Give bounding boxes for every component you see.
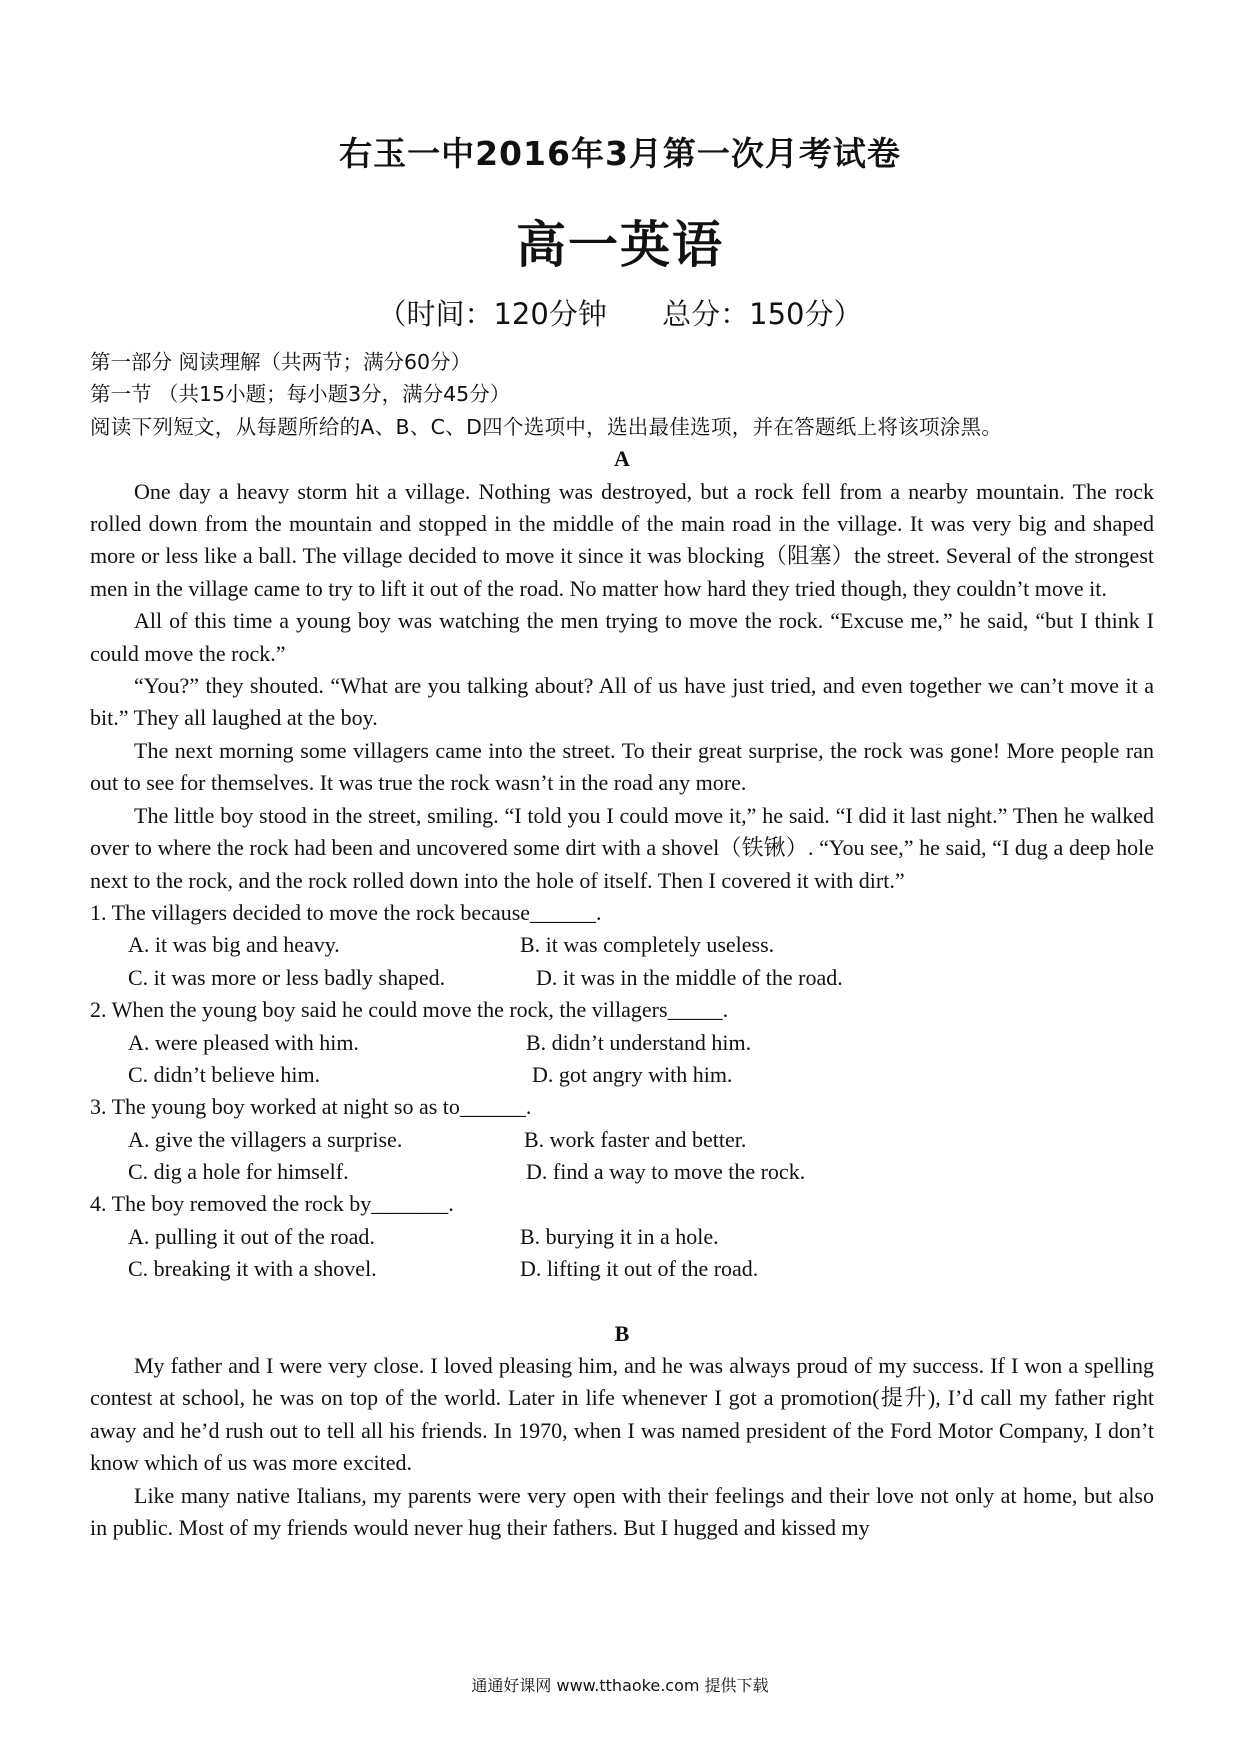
- section-heading: 第一节 （共15小题；每小题3分，满分45分）: [90, 382, 511, 407]
- passage-a-paragraph: One day a heavy storm hit a village. Nothing was destroyed, but a rock fell from a nearby mountain. The rock rolled down from the mountain and stopped in the middle of the main road in the village. It was very big and shaped more or less like a ball. The village decided to move it since it was blocking（阻塞）the street. Several of the strongest men in the village came to try to lift it out of the road. No matter how hard they tried though, they couldn’t move it.: [90, 478, 1154, 601]
- option-row: [90, 1059, 1154, 1091]
- option-d[interactable]: D. it was in the middle of the road.: [536, 964, 843, 990]
- option-c[interactable]: C. it was more or less badly shaped.: [128, 964, 446, 990]
- question-3: [90, 1091, 1154, 1188]
- passage-a-paragraph: All of this time a young boy was watching the men trying to move the rock. “Excuse me,” he said, “but I think I could move the rock.”: [90, 608, 1154, 666]
- question-stem: 4. The boy removed the rock by_______.: [90, 1191, 454, 1217]
- exam-content: [90, 346, 1154, 1545]
- part-heading: 第一部分 阅读理解（共两节；满分60分）: [90, 350, 472, 374]
- option-c[interactable]: C. dig a hole for himself.: [128, 1159, 349, 1185]
- option-b[interactable]: B. it was completely useless.: [520, 932, 775, 958]
- option-row: [90, 1221, 1154, 1253]
- option-a[interactable]: A. were pleased with him.: [128, 1029, 359, 1055]
- option-row: [90, 1253, 1154, 1285]
- passage-a-paragraph: “You?” they shouted. “What are you talking about? All of us have just tried, and even together we can’t move it a bit.” They all laughed at the boy.: [90, 673, 1154, 731]
- option-b[interactable]: B. didn’t understand him.: [526, 1029, 752, 1055]
- passage-a-paragraph: The little boy stood in the street, smiling. “I told you I could move it,” he said. “I did it last night.” Then he walked over to where the rock had been and uncovered some dirt with a shovel（铁锹）. “You see,” he said, “I dug a deep hole next to the rock, and the rock rolled down into the hole of itself. Then I covered it with dirt.”: [90, 802, 1154, 893]
- option-c[interactable]: C. didn’t believe him.: [128, 1061, 321, 1087]
- option-row: [90, 962, 1154, 994]
- option-c[interactable]: C. breaking it with a shovel.: [128, 1256, 377, 1282]
- footer-source: 通通好课网 www.tthaoke.com 提供下载: [471, 1676, 769, 1695]
- passage-a-label: A: [614, 446, 630, 472]
- option-a[interactable]: A. it was big and heavy.: [128, 932, 340, 958]
- question-stem: 2. When the young boy said he could move the rock, the villagers_____.: [90, 997, 729, 1023]
- option-b[interactable]: B. burying it in a hole.: [520, 1223, 719, 1249]
- passage-b-paragraph: Like many native Italians, my parents were very open with their feelings and their love not only at home, but also in public. Most of my friends would never hug their fathers. But I hugged and kissed my: [90, 1482, 1154, 1541]
- option-a[interactable]: A. pulling it out of the road.: [128, 1223, 375, 1249]
- passage-b-paragraph: My father and I were very close. I loved pleasing him, and he was always proud of my success. If I won a spelling contest at school, he was on top of the world. Later in life whenever I got a promotion(提升), I’d call my father right away and he’d rush out to tell all his friends. In 1970, when I was named president of the Ford Motor Company, I don’t know which of us was more excited.: [90, 1353, 1154, 1476]
- option-row: [90, 1027, 1154, 1059]
- option-d[interactable]: D. lifting it out of the road.: [520, 1256, 759, 1282]
- option-row: [90, 929, 1154, 961]
- passage-a-paragraph: The next morning some villagers came into the street. To their great surprise, the rock was gone! More people ran out to see for themselves. It was true the rock wasn’t in the road any more.: [90, 737, 1154, 796]
- question-stem: 1. The villagers decided to move the rock because______.: [90, 899, 602, 925]
- passage-b-label: B: [614, 1320, 630, 1346]
- question-stem: 3. The young boy worked at night so as to______.: [90, 1094, 532, 1120]
- question-4: [90, 1188, 1154, 1285]
- option-d[interactable]: D. find a way to move the rock.: [526, 1159, 806, 1185]
- option-a[interactable]: A. give the villagers a surprise.: [128, 1126, 403, 1152]
- option-row: [90, 1156, 1154, 1188]
- option-b[interactable]: B. work faster and better.: [524, 1126, 747, 1152]
- spacer: [90, 1286, 1154, 1318]
- question-1: [90, 897, 1154, 994]
- subject-title: 高一英语: [516, 216, 724, 274]
- instruction-text: 阅读下列短文，从每题所给的A、B、C、D四个选项中，选出最佳选项，并在答题纸上将该项涂黑。: [90, 414, 1003, 439]
- option-row: [90, 1124, 1154, 1156]
- time-info: （时间：120分钟 总分：150分）: [377, 297, 863, 331]
- option-d[interactable]: D. got angry with him.: [532, 1061, 733, 1087]
- question-2: [90, 994, 1154, 1091]
- school-title: 右玉一中2016年3月第一次月考试卷: [339, 134, 901, 173]
